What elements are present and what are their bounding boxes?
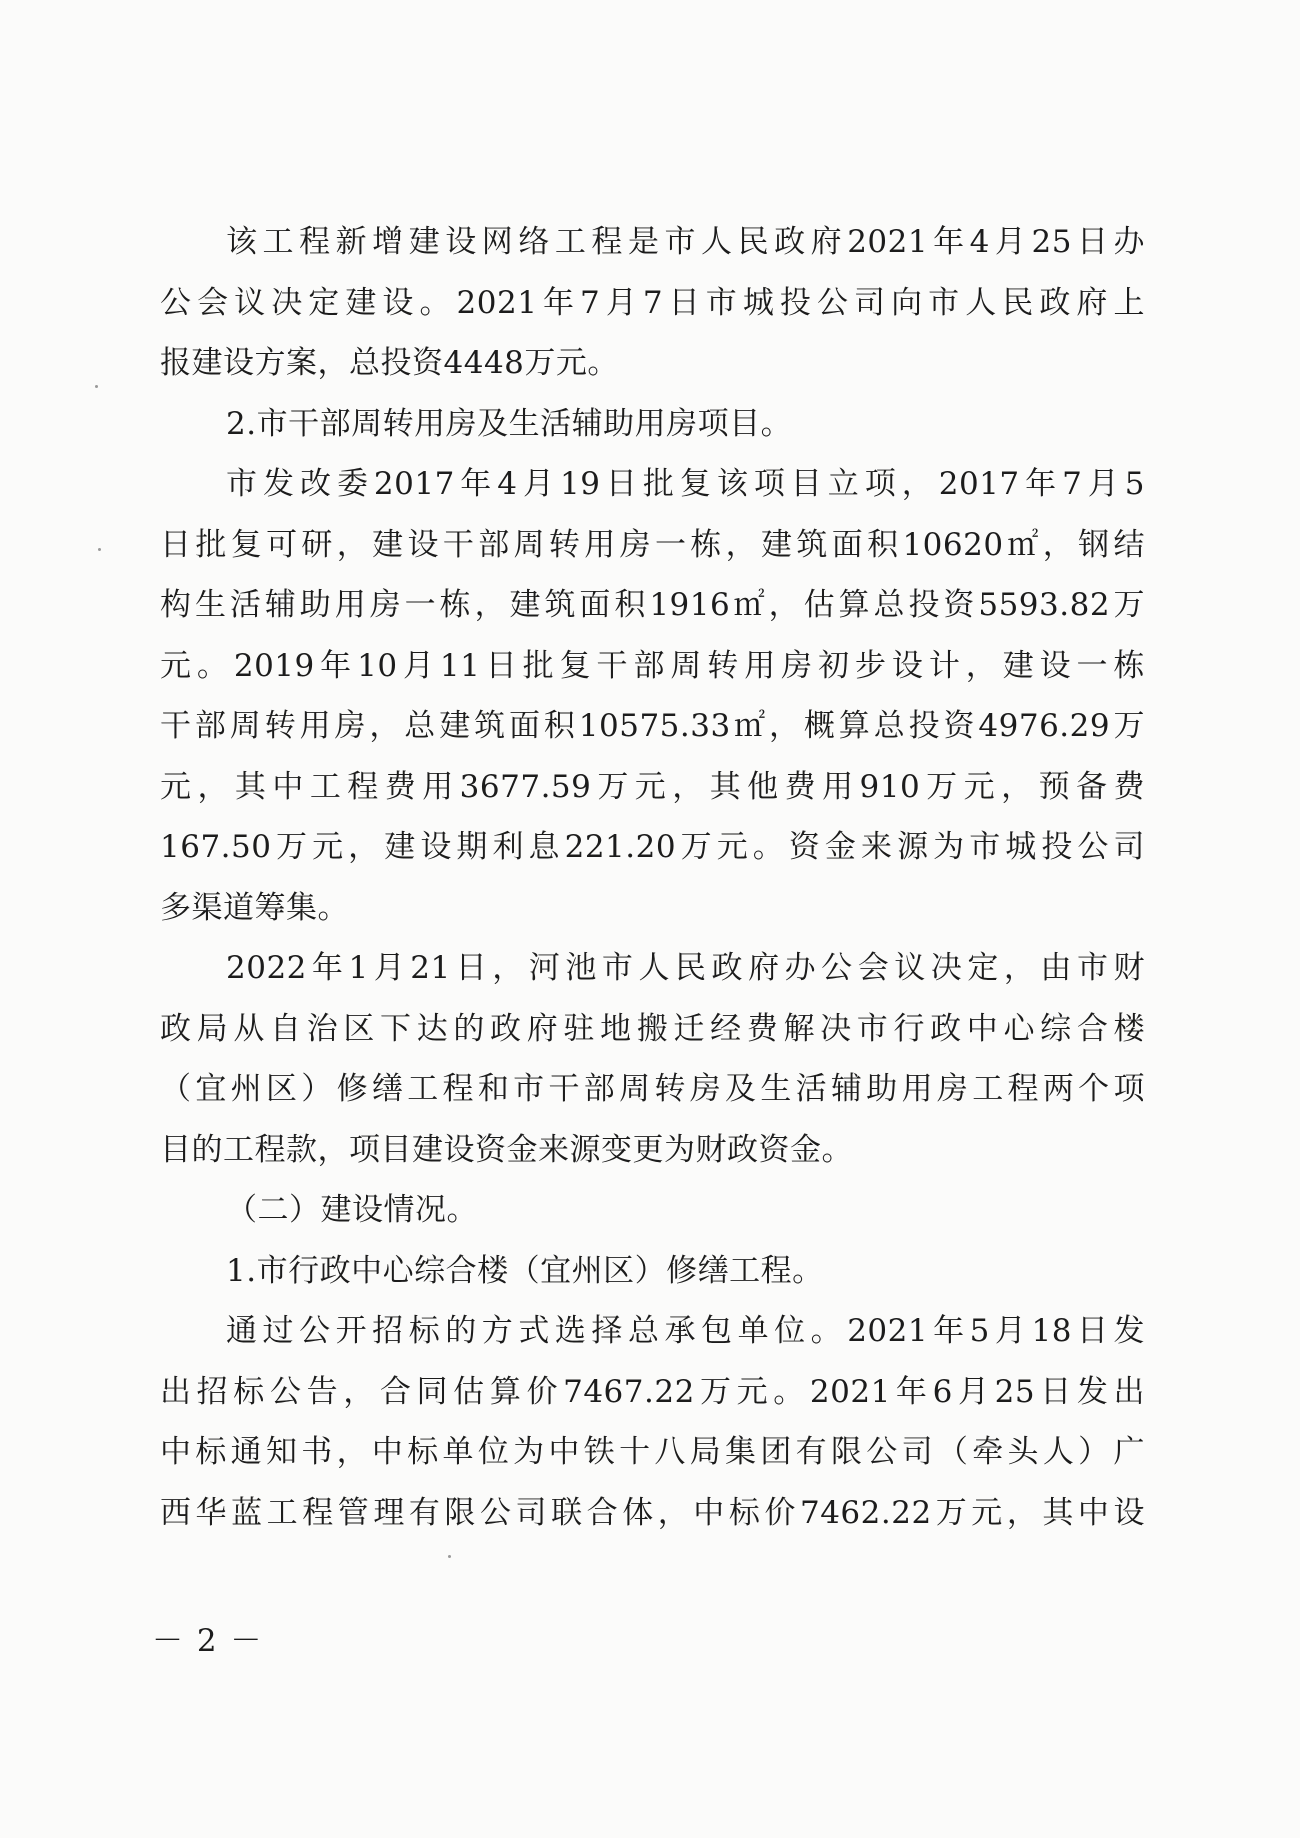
- body-line: 市发改委2017年4月19日批复该项目立项，2017年7月5: [226, 466, 1145, 502]
- body-line: （宜州区）修缮工程和市干部周转房及生活辅助用房工程两个项: [160, 1071, 1145, 1107]
- document-body: [160, 212, 1145, 1543]
- subsection-heading: 1.市行政中心综合楼（宜州区）修缮工程。: [226, 1252, 824, 1289]
- scan-speck: [95, 385, 98, 388]
- body-line: 元。2019年10月11日批复干部周转用房初步设计，建设一栋: [160, 647, 1145, 684]
- body-line: 元，其中工程费用3677.59万元，其他费用910万元，预备费: [160, 768, 1145, 805]
- body-line: 该工程新增建设网络工程是市人民政府2021年4月25日办: [226, 224, 1145, 260]
- body-line: 出招标公告，合同估算价7467.22万元。2021年6月25日发出: [160, 1373, 1145, 1410]
- body-line: 2022年1月21日，河池市人民政府办公会议决定，由市财: [226, 950, 1145, 986]
- body-line: 公会议决定建设。2021年7月7日市城投公司向市人民政府上: [160, 284, 1145, 321]
- body-line: 多渠道筹集。: [160, 889, 349, 926]
- body-line: 日批复可研，建设干部周转用房一栋，建筑面积10620㎡，钢结: [160, 526, 1145, 563]
- body-line: 167.50万元，建设期利息221.20万元。资金来源为市城投公司: [160, 829, 1145, 865]
- body-line: 构生活辅助用房一栋，建筑面积1916㎡，估算总投资5593.82万: [160, 587, 1145, 623]
- section-heading: 2.市干部周转用房及生活辅助用房项目。: [226, 405, 793, 442]
- body-line: 政局从自治区下达的政府驻地搬迁经费解决市行政中心综合楼: [160, 1010, 1145, 1047]
- body-line: 目的工程款，项目建设资金来源变更为财政资金。: [160, 1131, 853, 1168]
- section-heading: （二）建设情况。: [226, 1192, 478, 1228]
- scan-speck: [98, 548, 101, 551]
- page-number: － 2 －: [152, 1623, 264, 1659]
- body-line: 通过公开招标的方式选择总承包单位。2021年5月18日发: [226, 1313, 1145, 1349]
- body-line: 报建设方案，总投资4448万元。: [160, 345, 619, 381]
- body-line: 西华蓝工程管理有限公司联合体，中标价7462.22万元，其中设: [160, 1494, 1145, 1531]
- body-line: 中标通知书，中标单位为中铁十八局集团有限公司（牵头人）广: [160, 1434, 1145, 1470]
- body-line: 干部周转用房，总建筑面积10575.33㎡，概算总投资4976.29万: [160, 708, 1145, 744]
- scan-speck: [448, 1555, 451, 1558]
